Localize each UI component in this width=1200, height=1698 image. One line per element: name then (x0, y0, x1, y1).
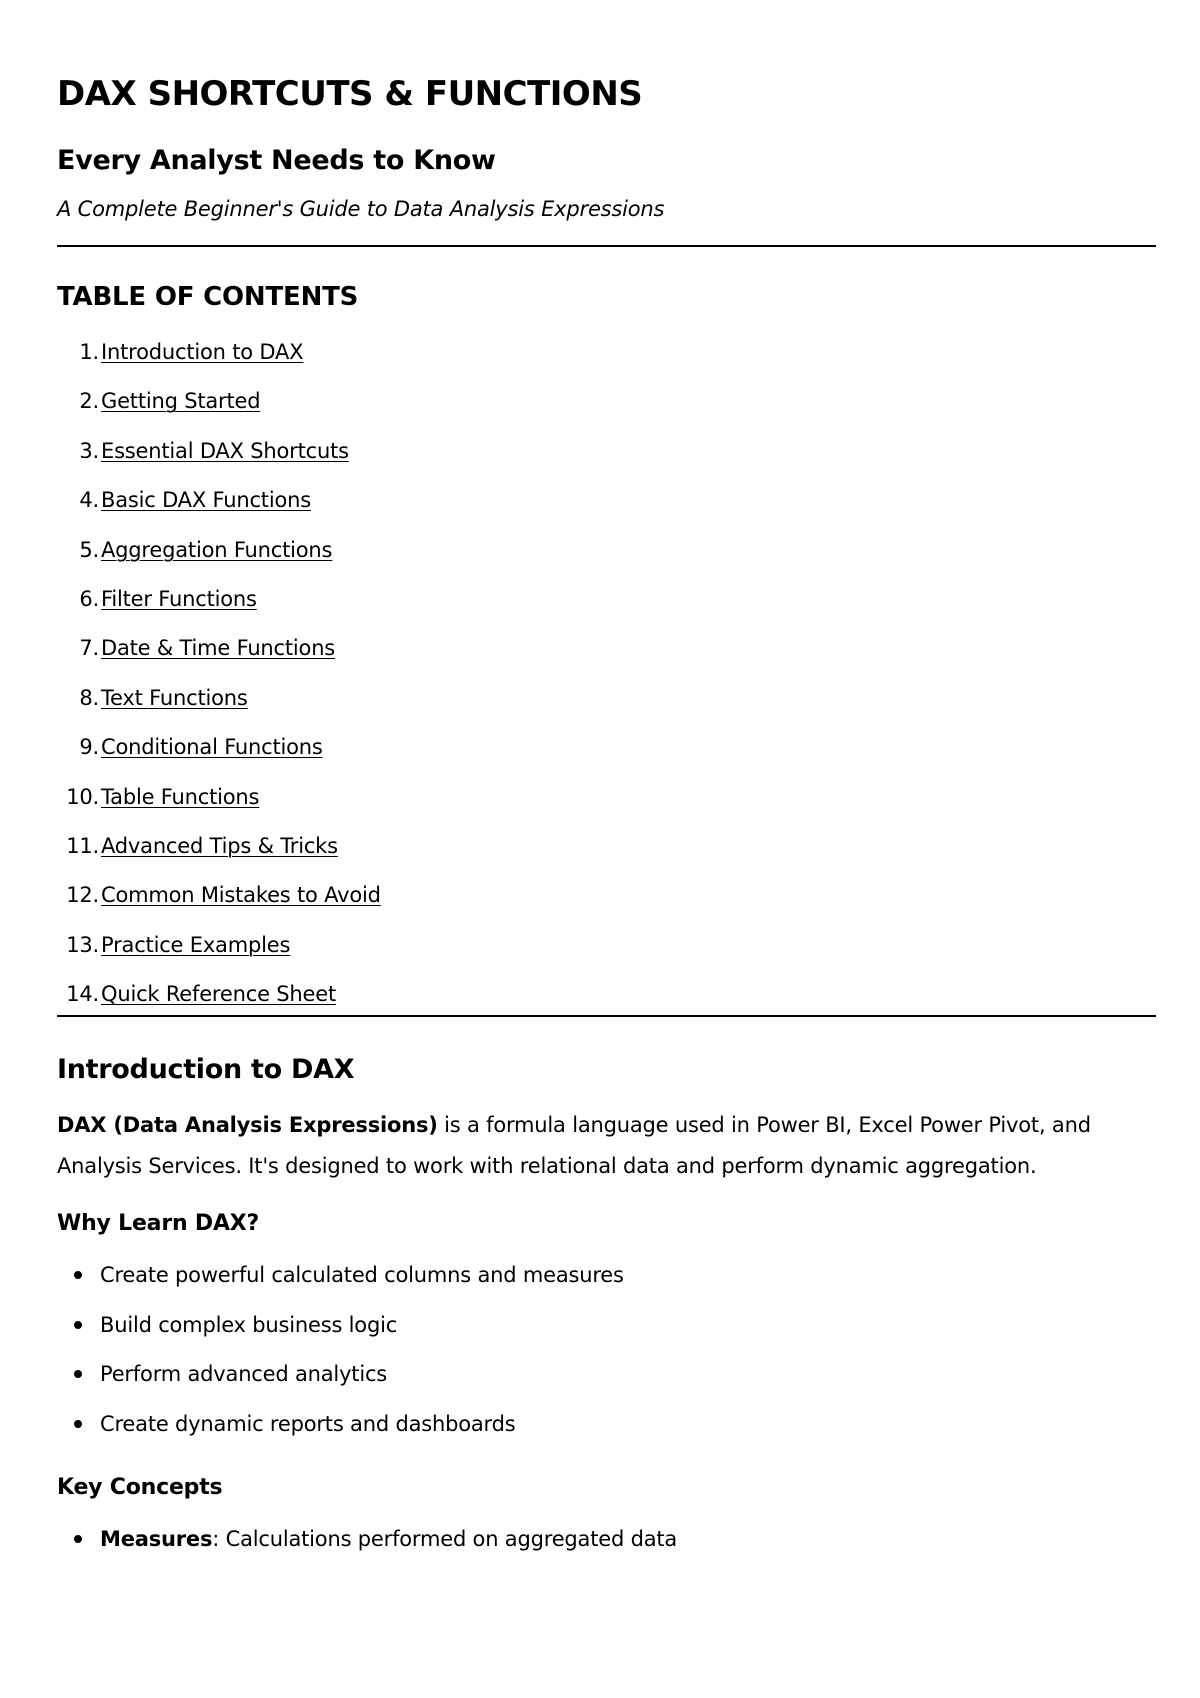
toc-item-number: 4. (79, 488, 99, 513)
toc-link-essential-shortcuts[interactable]: Essential DAX Shortcuts (101, 438, 349, 463)
key-concepts-list (57, 1517, 1156, 1566)
toc-item (57, 724, 1156, 773)
concept-term: Measures (100, 1527, 213, 1552)
toc-item-number: 14. (66, 982, 99, 1007)
toc-item (57, 922, 1156, 971)
document-title: DAX SHORTCUTS & FUNCTIONS (57, 74, 643, 114)
intro-paragraph-bold: DAX (Data Analysis Expressions) (57, 1113, 438, 1138)
list-item (57, 1517, 1156, 1566)
toc-item-number: 8. (79, 685, 99, 710)
toc-link-basic-functions[interactable]: Basic DAX Functions (101, 488, 311, 513)
toc-link-advanced-tips[interactable]: Advanced Tips & Tricks (101, 833, 338, 858)
divider (57, 245, 1156, 247)
toc-item (57, 971, 1156, 1020)
toc-item-number: 11. (66, 833, 99, 858)
list-item: Perform advanced analytics (57, 1352, 1156, 1401)
list-item: Create powerful calculated columns and measures (57, 1253, 1156, 1302)
toc-item-number: 13. (66, 932, 99, 957)
toc-item-number: 1. (79, 340, 99, 364)
toc-link-date-time-functions[interactable]: Date & Time Functions (101, 636, 336, 661)
toc-item (57, 428, 1156, 477)
section-heading-introduction: Introduction to DAX (57, 1054, 355, 1086)
toc-link-filter-functions[interactable]: Filter Functions (101, 586, 257, 611)
toc-link-table-functions[interactable]: Table Functions (101, 784, 260, 809)
toc-item-number: 12. (66, 883, 99, 908)
document-subtitle: Every Analyst Needs to Know (57, 145, 496, 176)
toc-link-conditional-functions[interactable]: Conditional Functions (101, 735, 323, 760)
toc-item (57, 823, 1156, 872)
toc-item (57, 329, 1156, 378)
toc-item (57, 774, 1156, 823)
toc-item (57, 477, 1156, 526)
toc-link-getting-started[interactable]: Getting Started (101, 389, 261, 414)
list-item: Create dynamic reports and dashboards (57, 1402, 1156, 1451)
toc-item-number: 6. (79, 586, 99, 611)
toc-heading: TABLE OF CONTENTS (57, 282, 359, 312)
toc-link-text-functions[interactable]: Text Functions (101, 685, 248, 710)
intro-paragraph-text: is a formula language used in Power BI, Excel Power Pivot, and Analysis Services. It's designed to work with relational data and perform dynamic aggregation. (57, 1113, 1091, 1179)
toc-item-number: 10. (66, 784, 99, 809)
toc-item-number: 2. (79, 389, 99, 414)
intro-paragraph (57, 1105, 1156, 1187)
toc-link-aggregation-functions[interactable]: Aggregation Functions (101, 537, 333, 562)
toc-item-number: 5. (79, 537, 99, 562)
why-learn-list (57, 1253, 1156, 1451)
toc-link-common-mistakes[interactable]: Common Mistakes to Avoid (101, 883, 381, 908)
toc-item-number: 3. (79, 438, 99, 463)
table-of-contents (57, 329, 1156, 1020)
subheading-why-learn: Why Learn DAX? (57, 1211, 260, 1237)
document-tagline: A Complete Beginner's Guide to Data Analysis Expressions (57, 197, 665, 221)
concept-definition: : Calculations performed on aggregated data (212, 1527, 678, 1552)
toc-link-introduction[interactable]: Introduction to DAX (101, 340, 304, 364)
toc-link-practice-examples[interactable]: Practice Examples (101, 932, 291, 957)
toc-item (57, 576, 1156, 625)
toc-item (57, 625, 1156, 674)
list-item: Build complex business logic (57, 1303, 1156, 1352)
toc-item (57, 378, 1156, 427)
toc-link-quick-reference[interactable]: Quick Reference Sheet (101, 982, 336, 1007)
toc-item (57, 675, 1156, 724)
toc-item (57, 527, 1156, 576)
toc-item-number: 9. (79, 735, 99, 760)
toc-item-number: 7. (79, 636, 99, 661)
subheading-key-concepts: Key Concepts (57, 1475, 223, 1501)
toc-item (57, 872, 1156, 921)
